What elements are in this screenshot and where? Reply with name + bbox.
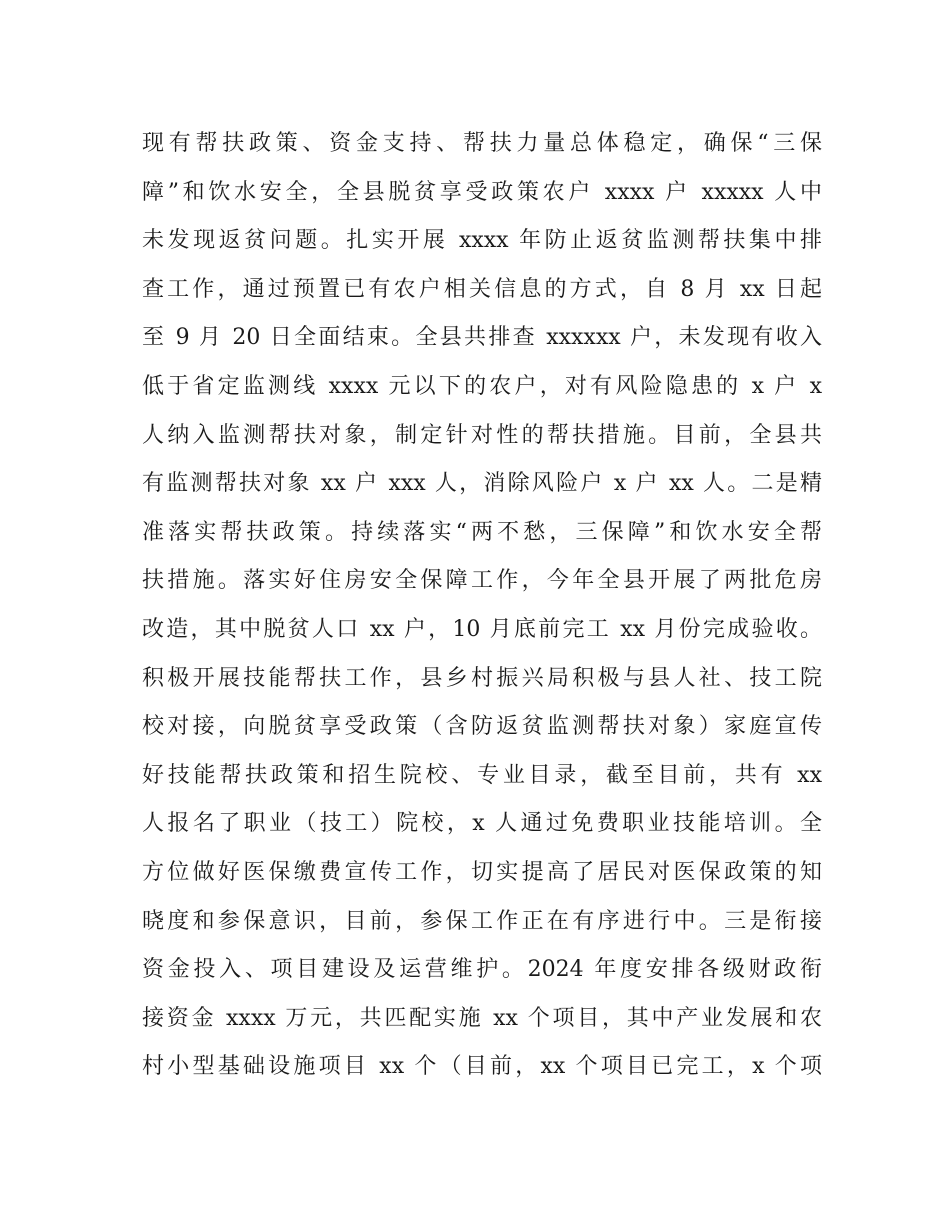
text-line: 低于省定监测线 xxxx 元以下的农户，对有风险隐患的 x 户 x bbox=[142, 373, 822, 399]
text-line: 现有帮扶政策、资金支持、帮扶力量总体稳定，确保“三保 bbox=[142, 131, 822, 156]
text-line: 扶措施。落实好住房安全保障工作，今年全县开展了两批危房 bbox=[142, 568, 822, 594]
text-line: 人报名了职业（技工）院校，x 人通过免费职业技能培训。全 bbox=[142, 811, 822, 837]
text-line: 积极开展技能帮扶工作，县乡村振兴局积极与县人社、技工院 bbox=[142, 665, 822, 691]
text-line: 资金投入、项目建设及运营维护。2024 年度安排各级财政衔 bbox=[142, 957, 822, 983]
text-line: 接资金 xxxx 万元，共匹配实施 xx 个项目，其中产业发展和农 bbox=[142, 1005, 822, 1031]
text-line: 障”和饮水安全，全县脱贫享受政策农户 xxxx 户 xxxxx 人中 bbox=[142, 179, 822, 205]
text-line: 改造，其中脱贫人口 xx 户，10 月底前完工 xx 月份完成验收。 bbox=[142, 616, 822, 642]
text-line: 有监测帮扶对象 xx 户 xxx 人，消除风险户 x 户 xx 人。二是精 bbox=[142, 471, 822, 497]
text-line: 准落实帮扶政策。持续落实“两不愁，三保障”和饮水安全帮 bbox=[142, 519, 822, 545]
text-line: 人纳入监测帮扶对象，制定针对性的帮扶措施。目前，全县共 bbox=[142, 422, 822, 448]
text-line: 晓度和参保意识，目前，参保工作正在有序进行中。三是衔接 bbox=[142, 908, 822, 934]
text-line: 至 9 月 20 日全面结束。全县共排查 xxxxxx 户，未发现有收入 bbox=[142, 325, 822, 351]
text-line: 村小型基础设施项目 xx 个（目前，xx 个项目已完工，x 个项 bbox=[142, 1054, 822, 1080]
text-line: 方位做好医保缴费宣传工作，切实提高了居民对医保政策的知 bbox=[142, 859, 822, 885]
body-text bbox=[142, 120, 822, 1092]
text-line: 未发现返贫问题。扎实开展 xxxx 年防止返贫监测帮扶集中排 bbox=[142, 228, 822, 254]
text-line: 查工作，通过预置已有农户相关信息的方式，自 8 月 xx 日起 bbox=[142, 276, 822, 302]
text-line: 好技能帮扶政策和招生院校、专业目录，截至目前，共有 xx bbox=[142, 762, 822, 788]
text-line: 校对接，向脱贫享受政策（含防返贫监测帮扶对象）家庭宣传 bbox=[142, 714, 822, 740]
